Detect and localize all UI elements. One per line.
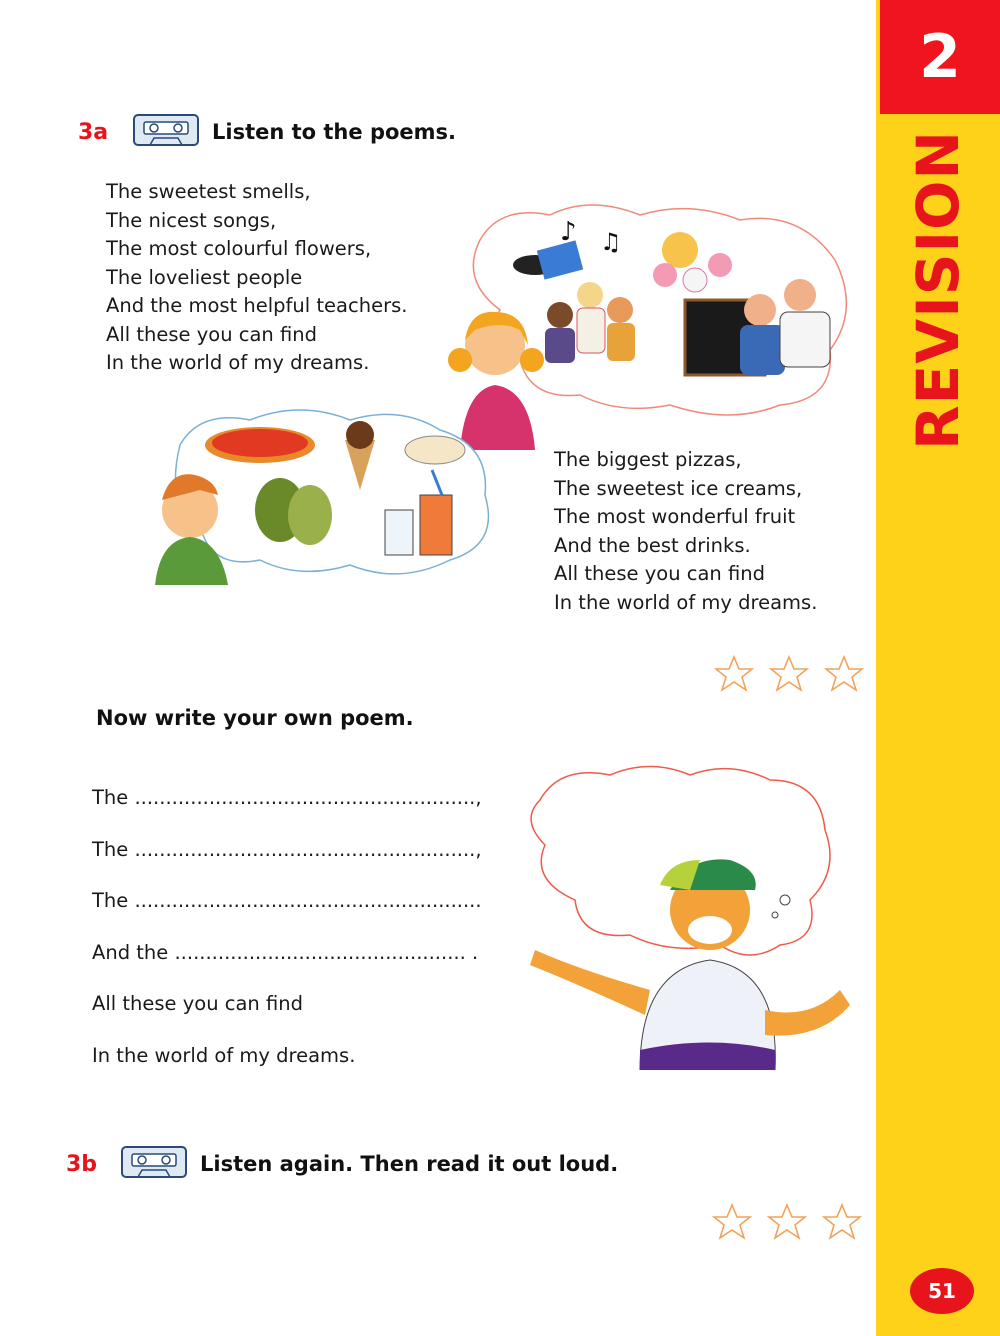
food-dream-cloud-illustration [150, 395, 510, 585]
write-line-6: In the world of my dreams. [92, 1044, 356, 1067]
poem-line: The sweetest ice creams, [554, 476, 803, 500]
poem-line: All these you can find [106, 322, 318, 346]
star-outline-icon [771, 657, 807, 690]
poem-line: The sweetest smells, [106, 180, 311, 203]
cassette-tape-icon[interactable] [120, 1144, 190, 1180]
write-poem-heading: Now write your own poem. [96, 706, 414, 730]
poem-2 [554, 446, 817, 617]
poem-line: In the world of my dreams. [106, 351, 370, 374]
revision-label: REVISION [904, 130, 972, 450]
star-rating-3a[interactable] [714, 654, 864, 694]
poem-line: The nicest songs, [106, 208, 277, 232]
svg-text:♪: ♪ [560, 217, 577, 247]
poem-line: The most wonderful fruit [554, 505, 796, 528]
exercise-3a-number: 3a [78, 120, 109, 145]
write-line-3[interactable]: The ........................................................ [92, 889, 482, 912]
poem-line: And the most helpful teachers. [106, 294, 408, 317]
star-outline-icon [769, 1205, 805, 1238]
poem-line: And the best drinks. [554, 533, 751, 557]
write-line-5: All these you can find [92, 992, 304, 1015]
star-outline-icon [716, 657, 752, 690]
poem-line: The biggest pizzas, [554, 448, 742, 471]
poem-line: The most colourful flowers, [106, 237, 372, 260]
unit-number-box [880, 0, 1000, 114]
poem-1 [106, 178, 407, 378]
page-number-badge [910, 1268, 974, 1314]
write-line-2[interactable]: The ......................................................., [92, 838, 482, 861]
poem-line: The loveliest people [106, 265, 303, 289]
poem-line: In the world of my dreams. [554, 590, 818, 614]
page-number: 51 [928, 1279, 956, 1303]
exercise-3b-number: 3b [66, 1152, 98, 1177]
star-outline-icon [714, 1205, 750, 1238]
poem-line: All these you can find [554, 562, 766, 585]
tiger-thinking-illustration [520, 760, 860, 1070]
unit-number: 2 [919, 22, 961, 92]
cassette-tape-icon[interactable] [132, 112, 202, 148]
star-rating-3b[interactable] [712, 1202, 862, 1242]
svg-text:♫: ♫ [600, 228, 622, 256]
star-outline-icon [824, 1205, 860, 1238]
write-line-4[interactable]: And the ............................................... . [92, 941, 479, 964]
exercise-3a-instruction: Listen to the poems. [212, 120, 457, 144]
star-outline-icon [826, 657, 862, 690]
write-line-1[interactable]: The ......................................................., [92, 786, 482, 809]
exercise-3b-instruction: Listen again. Then read it out loud. [200, 1152, 619, 1176]
